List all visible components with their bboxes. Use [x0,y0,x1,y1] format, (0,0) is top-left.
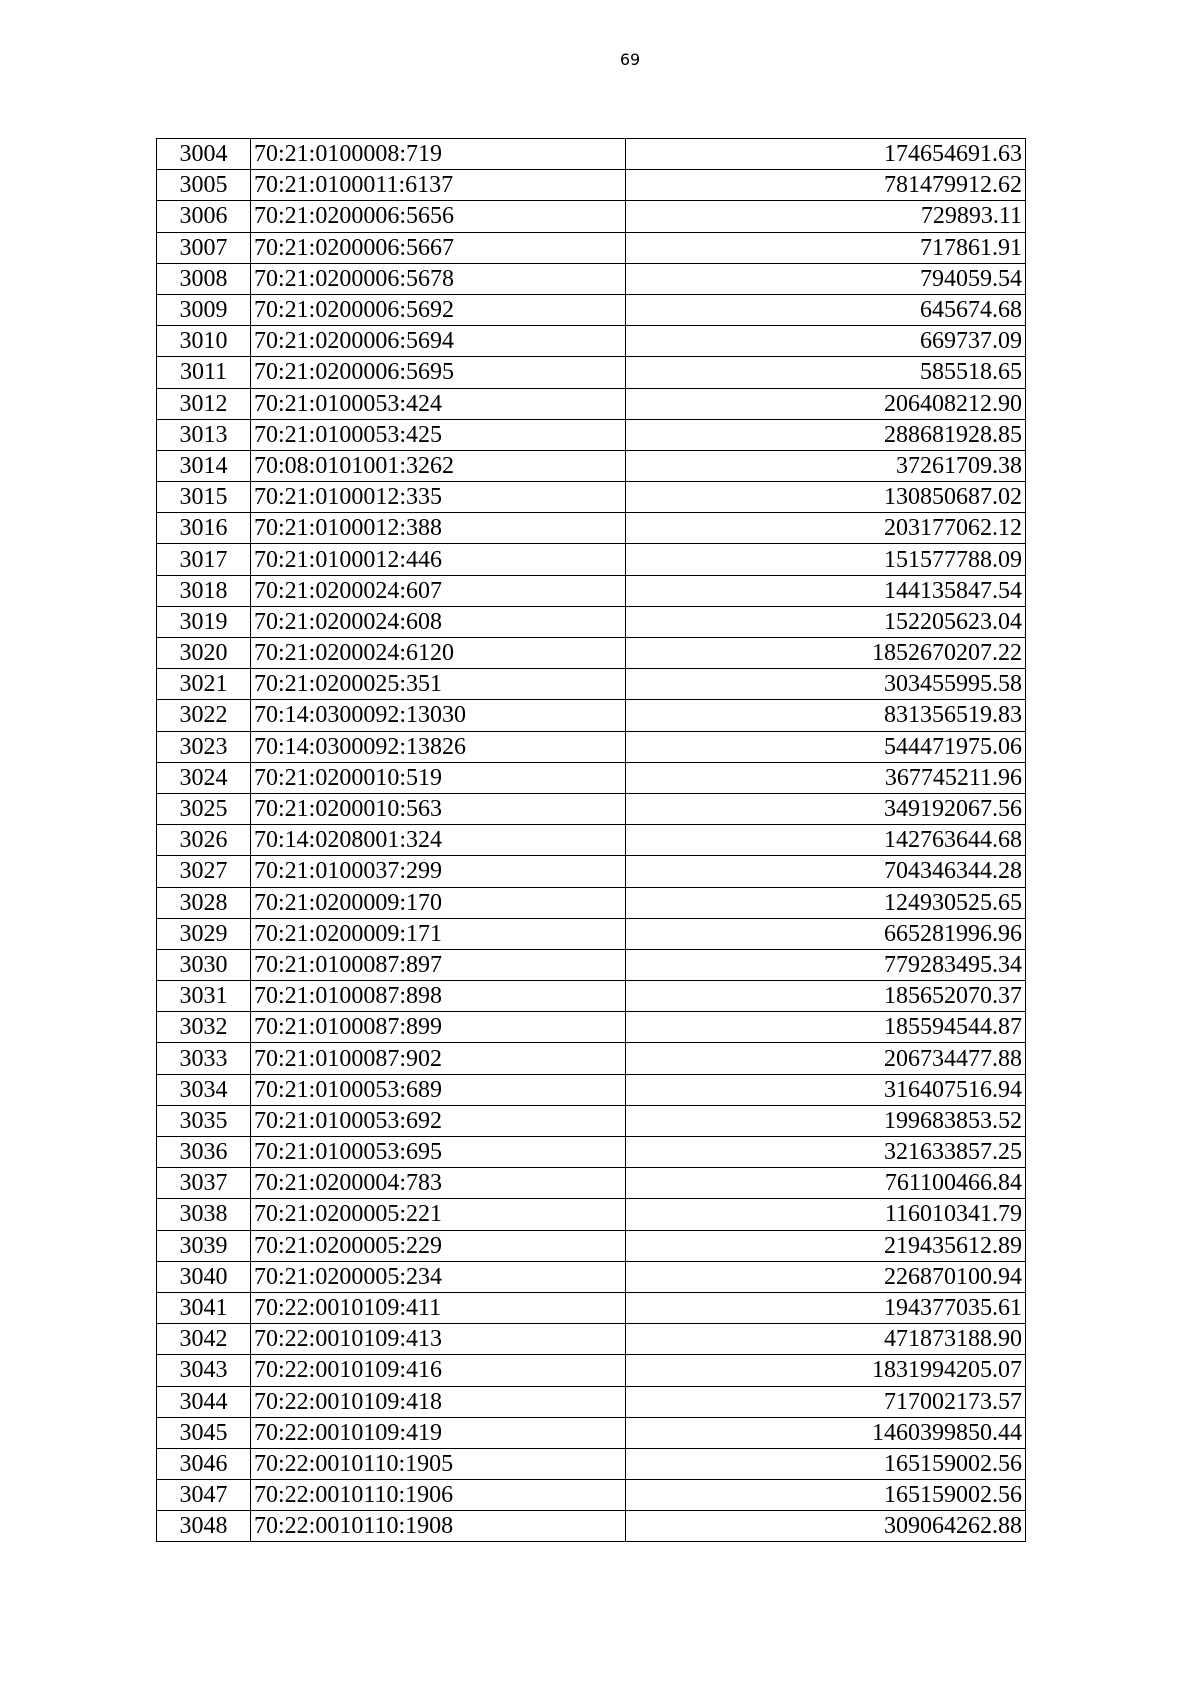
cadastral-value-cell: 206408212.90 [626,388,1026,419]
cadastral-number-cell: 70:21:0200004:783 [251,1168,626,1199]
row-number-cell: 3018 [157,575,251,606]
cadastral-number-cell: 70:22:0010109:418 [251,1386,626,1417]
cadastral-value-cell: 761100466.84 [626,1168,1026,1199]
cadastral-number-cell: 70:22:0010109:416 [251,1355,626,1386]
table-row [157,1261,1026,1292]
table-row [157,918,1026,949]
cadastral-value-cell: 219435612.89 [626,1230,1026,1261]
table-row [157,1292,1026,1323]
table-row [157,1355,1026,1386]
row-number-cell: 3022 [157,700,251,731]
cadastral-value-cell: 321633857.25 [626,1137,1026,1168]
row-number-cell: 3004 [157,139,251,170]
cadastral-value-cell: 717861.91 [626,232,1026,263]
row-number-cell: 3014 [157,450,251,481]
cadastral-value-cell: 165159002.56 [626,1448,1026,1479]
row-number-cell: 3047 [157,1480,251,1511]
cadastral-number-cell: 70:21:0200006:5667 [251,232,626,263]
cadastral-value-cell: 729893.11 [626,201,1026,232]
cadastral-value-cell: 37261709.38 [626,450,1026,481]
cadastral-number-cell: 70:21:0200005:221 [251,1199,626,1230]
row-number-cell: 3040 [157,1261,251,1292]
cadastral-number-cell: 70:21:0100087:898 [251,981,626,1012]
cadastral-value-cell: 165159002.56 [626,1480,1026,1511]
cadastral-value-cell: 194377035.61 [626,1292,1026,1323]
cadastral-number-cell: 70:21:0100011:6137 [251,170,626,201]
table-row [157,1074,1026,1105]
cadastral-value-cell: 794059.54 [626,263,1026,294]
cadastral-number-cell: 70:21:0100087:902 [251,1043,626,1074]
row-number-cell: 3032 [157,1012,251,1043]
cadastral-value-cell: 1831994205.07 [626,1355,1026,1386]
cadastral-value-cell: 303455995.58 [626,669,1026,700]
cadastral-number-cell: 70:22:0010109:419 [251,1417,626,1448]
row-number-cell: 3009 [157,294,251,325]
cadastral-number-cell: 70:14:0208001:324 [251,825,626,856]
table-row [157,825,1026,856]
row-number-cell: 3041 [157,1292,251,1323]
row-number-cell: 3034 [157,1074,251,1105]
cadastral-number-cell: 70:21:0100053:689 [251,1074,626,1105]
cadastral-value-cell: 717002173.57 [626,1386,1026,1417]
cadastral-number-cell: 70:21:0200009:170 [251,887,626,918]
cadastral-number-cell: 70:21:0100037:299 [251,856,626,887]
table-row [157,326,1026,357]
row-number-cell: 3048 [157,1511,251,1542]
table-row [157,1448,1026,1479]
cadastral-number-cell: 70:22:0010110:1906 [251,1480,626,1511]
table-row [157,201,1026,232]
row-number-cell: 3023 [157,731,251,762]
table-row [157,388,1026,419]
row-number-cell: 3015 [157,482,251,513]
table-row [157,1168,1026,1199]
row-number-cell: 3030 [157,949,251,980]
cadastral-value-cell: 152205623.04 [626,606,1026,637]
cadastral-number-cell: 70:21:0200010:563 [251,793,626,824]
cadastral-value-cell: 124930525.65 [626,887,1026,918]
cadastral-value-cell: 185594544.87 [626,1012,1026,1043]
table-body [157,139,1026,1542]
row-number-cell: 3017 [157,544,251,575]
cadastral-number-cell: 70:21:0200006:5692 [251,294,626,325]
table-row [157,731,1026,762]
cadastral-number-cell: 70:21:0100053:695 [251,1137,626,1168]
cadastral-number-cell: 70:22:0010109:413 [251,1324,626,1355]
cadastral-value-cell: 142763644.68 [626,825,1026,856]
table-row [157,1480,1026,1511]
table-row [157,762,1026,793]
table-row [157,981,1026,1012]
row-number-cell: 3043 [157,1355,251,1386]
table-row [157,450,1026,481]
row-number-cell: 3044 [157,1386,251,1417]
cadastral-value-cell: 645674.68 [626,294,1026,325]
cadastral-value-cell: 130850687.02 [626,482,1026,513]
table-row [157,1230,1026,1261]
row-number-cell: 3046 [157,1448,251,1479]
cadastral-number-cell: 70:21:0100087:899 [251,1012,626,1043]
cadastral-number-cell: 70:22:0010109:411 [251,1292,626,1323]
cadastral-number-cell: 70:21:0200006:5678 [251,263,626,294]
table-row [157,606,1026,637]
table-row [157,419,1026,450]
table-row [157,357,1026,388]
table-row [157,1105,1026,1136]
cadastral-value-cell: 831356519.83 [626,700,1026,731]
cadastral-value-cell: 116010341.79 [626,1199,1026,1230]
cadastral-number-cell: 70:21:0100012:446 [251,544,626,575]
cadastral-value-cell: 174654691.63 [626,139,1026,170]
cadastral-value-cell: 288681928.85 [626,419,1026,450]
cadastral-number-cell: 70:14:0300092:13030 [251,700,626,731]
cadastral-value-cell: 781479912.62 [626,170,1026,201]
cadastral-value-table [156,138,1026,1542]
row-number-cell: 3029 [157,918,251,949]
table-row [157,263,1026,294]
cadastral-number-cell: 70:14:0300092:13826 [251,731,626,762]
cadastral-value-cell: 349192067.56 [626,793,1026,824]
table-row [157,1324,1026,1355]
cadastral-number-cell: 70:21:0200006:5695 [251,357,626,388]
cadastral-value-cell: 704346344.28 [626,856,1026,887]
row-number-cell: 3027 [157,856,251,887]
cadastral-number-cell: 70:21:0200006:5656 [251,201,626,232]
row-number-cell: 3010 [157,326,251,357]
cadastral-number-cell: 70:21:0200024:6120 [251,638,626,669]
cadastral-value-cell: 144135847.54 [626,575,1026,606]
table-row [157,1417,1026,1448]
cadastral-value-cell: 669737.09 [626,326,1026,357]
row-number-cell: 3035 [157,1105,251,1136]
cadastral-value-cell: 309064262.88 [626,1511,1026,1542]
cadastral-number-cell: 70:21:0200024:607 [251,575,626,606]
row-number-cell: 3028 [157,887,251,918]
table-row [157,482,1026,513]
cadastral-number-cell: 70:21:0100053:424 [251,388,626,419]
table-row [157,1043,1026,1074]
cadastral-value-cell: 471873188.90 [626,1324,1026,1355]
row-number-cell: 3025 [157,793,251,824]
table-row [157,139,1026,170]
cadastral-number-cell: 70:08:0101001:3262 [251,450,626,481]
table-row [157,232,1026,263]
cadastral-value-cell: 544471975.06 [626,731,1026,762]
row-number-cell: 3011 [157,357,251,388]
cadastral-number-cell: 70:21:0100087:897 [251,949,626,980]
cadastral-value-cell: 203177062.12 [626,513,1026,544]
cadastral-number-cell: 70:21:0100053:692 [251,1105,626,1136]
cadastral-number-cell: 70:21:0200025:351 [251,669,626,700]
cadastral-value-cell: 199683853.52 [626,1105,1026,1136]
row-number-cell: 3033 [157,1043,251,1074]
row-number-cell: 3019 [157,606,251,637]
cadastral-value-cell: 206734477.88 [626,1043,1026,1074]
row-number-cell: 3016 [157,513,251,544]
cadastral-value-cell: 1852670207.22 [626,638,1026,669]
table-row [157,887,1026,918]
row-number-cell: 3005 [157,170,251,201]
row-number-cell: 3012 [157,388,251,419]
row-number-cell: 3042 [157,1324,251,1355]
table-row [157,1199,1026,1230]
row-number-cell: 3006 [157,201,251,232]
cadastral-number-cell: 70:22:0010110:1908 [251,1511,626,1542]
cadastral-number-cell: 70:21:0100053:425 [251,419,626,450]
cadastral-number-cell: 70:21:0200009:171 [251,918,626,949]
table-row [157,638,1026,669]
table-row [157,294,1026,325]
cadastral-number-cell: 70:21:0100012:335 [251,482,626,513]
cadastral-number-cell: 70:21:0200005:234 [251,1261,626,1292]
cadastral-value-cell: 585518.65 [626,357,1026,388]
cadastral-number-cell: 70:21:0100008:719 [251,139,626,170]
table-row [157,949,1026,980]
row-number-cell: 3031 [157,981,251,1012]
table-row [157,1012,1026,1043]
cadastral-value-cell: 367745211.96 [626,762,1026,793]
table-row [157,669,1026,700]
table-row [157,544,1026,575]
cadastral-number-cell: 70:22:0010110:1905 [251,1448,626,1479]
page-number: 69 [619,50,641,69]
cadastral-number-cell: 70:21:0200005:229 [251,1230,626,1261]
row-number-cell: 3037 [157,1168,251,1199]
table-row [157,575,1026,606]
row-number-cell: 3036 [157,1137,251,1168]
row-number-cell: 3021 [157,669,251,700]
row-number-cell: 3038 [157,1199,251,1230]
cadastral-number-cell: 70:21:0200010:519 [251,762,626,793]
row-number-cell: 3024 [157,762,251,793]
row-number-cell: 3045 [157,1417,251,1448]
cadastral-value-cell: 779283495.34 [626,949,1026,980]
cadastral-number-cell: 70:21:0200024:608 [251,606,626,637]
cadastral-value-cell: 151577788.09 [626,544,1026,575]
table-row [157,1137,1026,1168]
row-number-cell: 3007 [157,232,251,263]
row-number-cell: 3020 [157,638,251,669]
table-row [157,700,1026,731]
table-row [157,856,1026,887]
cadastral-value-cell: 1460399850.44 [626,1417,1026,1448]
cadastral-value-cell: 665281996.96 [626,918,1026,949]
row-number-cell: 3039 [157,1230,251,1261]
cadastral-value-cell: 316407516.94 [626,1074,1026,1105]
table-row [157,170,1026,201]
row-number-cell: 3013 [157,419,251,450]
cadastral-value-cell: 226870100.94 [626,1261,1026,1292]
row-number-cell: 3008 [157,263,251,294]
table-row [157,793,1026,824]
cadastral-number-cell: 70:21:0100012:388 [251,513,626,544]
row-number-cell: 3026 [157,825,251,856]
table-row [157,1511,1026,1542]
table-row [157,1386,1026,1417]
table-row [157,513,1026,544]
cadastral-value-cell: 185652070.37 [626,981,1026,1012]
cadastral-number-cell: 70:21:0200006:5694 [251,326,626,357]
